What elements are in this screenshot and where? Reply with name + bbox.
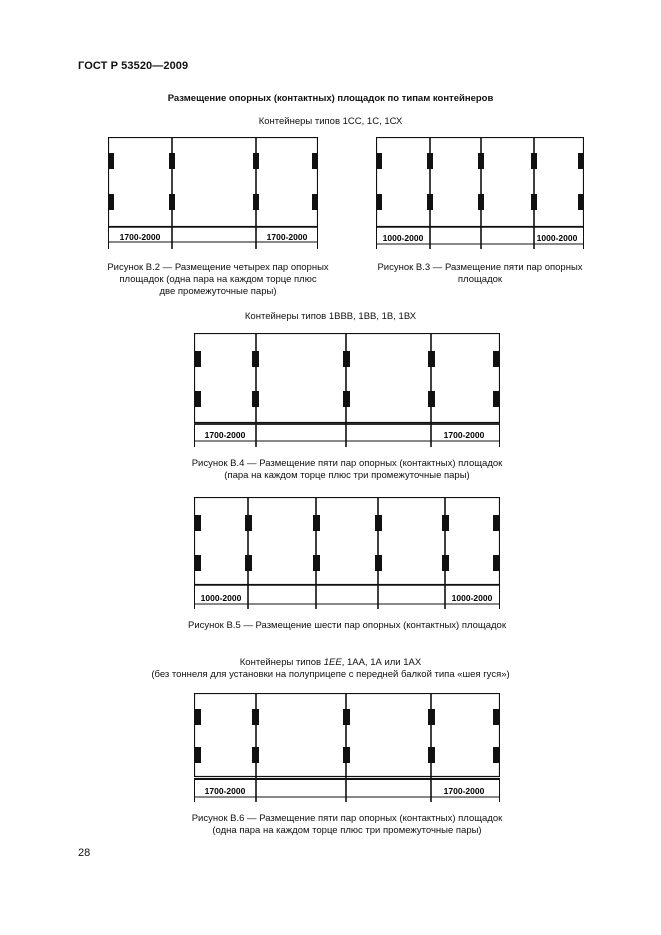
support-pad <box>493 555 500 571</box>
dimension-right: 1700-2000 <box>443 430 485 440</box>
support-pad <box>493 351 500 367</box>
support-pad <box>493 747 500 763</box>
support-pad <box>493 391 500 407</box>
support-pad <box>478 153 484 169</box>
dimension-left: 1000-2000 <box>200 593 242 603</box>
figure-b4-diagram <box>194 333 500 450</box>
figure-b5-caption <box>140 620 554 632</box>
dimension-right: 1700-2000 <box>266 232 308 242</box>
caption-line: Рисунок В.5 — Размещение шести пар опорных (контактных) площадок <box>188 620 506 631</box>
support-pad <box>428 747 435 763</box>
caption-line: (одна пара на каждом торце плюс три промежуточные пары) <box>212 825 482 836</box>
support-pad <box>343 747 350 763</box>
support-pad <box>376 153 382 169</box>
support-pad <box>194 747 201 763</box>
support-pad <box>252 747 259 763</box>
caption-line: (пара на каждом торце плюс три промежуточные пары) <box>224 470 470 481</box>
dimension-left: 1700-2000 <box>119 232 161 242</box>
support-pad <box>194 391 201 407</box>
caption-line: площадок <box>457 274 503 285</box>
caption-line: две промежуточные пары) <box>159 286 277 297</box>
support-pad <box>312 153 318 169</box>
section-suffix: , 1АА, 1А или 1АХ <box>341 657 422 668</box>
support-pad <box>531 194 537 210</box>
support-pad <box>245 515 252 531</box>
support-pad <box>375 555 382 571</box>
support-pad <box>252 351 259 367</box>
support-pad <box>427 153 433 169</box>
caption-line: Рисунок В.6 — Размещение пяти пар опорных (контактных) площадок <box>191 813 503 824</box>
figure-b3-caption <box>362 262 598 286</box>
container-outline <box>109 138 318 227</box>
page-title: Размещение опорных (контактных) площадок по типам контейнеров <box>167 93 494 104</box>
figure-b6-diagram <box>194 693 500 805</box>
caption-line: Рисунок В.2 — Размещение четырех пар опорных <box>107 262 329 273</box>
container-outline <box>195 498 500 585</box>
container-outline <box>195 334 500 423</box>
figure-b2-caption <box>88 262 348 298</box>
support-pad <box>428 351 435 367</box>
support-pad <box>253 153 259 169</box>
support-pad <box>376 194 382 210</box>
support-pad <box>245 555 252 571</box>
support-pad <box>312 194 318 210</box>
support-pad <box>313 555 320 571</box>
section-note: (без тоннеля для установки на полуприцепе с передней балкой типа «шея гуся») <box>151 669 510 680</box>
support-pad <box>578 194 584 210</box>
support-pad <box>194 351 201 367</box>
support-pad <box>375 515 382 531</box>
caption-line: Рисунок В.3 — Размещение пяти пар опорных <box>377 262 583 273</box>
dimension-right: 1000-2000 <box>451 593 493 603</box>
caption-line: площадок (одна пара на каждом торце плюс <box>119 274 317 285</box>
support-pad <box>169 153 175 169</box>
support-pad <box>252 709 259 725</box>
dimension-right: 1000-2000 <box>536 233 578 243</box>
dimension-left: 1000-2000 <box>382 233 424 243</box>
support-pad <box>108 153 114 169</box>
figure-b4-caption <box>150 458 544 482</box>
support-pad <box>194 555 201 571</box>
page-number: 28 <box>78 847 91 859</box>
dimension-left: 1700-2000 <box>204 430 246 440</box>
section-heading-1ee <box>0 657 661 668</box>
support-pad <box>442 555 449 571</box>
support-pad <box>427 194 433 210</box>
support-pad <box>343 709 350 725</box>
section-heading-1cc: Контейнеры типов 1СС, 1С, 1СХ <box>258 116 403 127</box>
figure-b5-diagram <box>194 497 500 612</box>
section-heading-1bbb: Контейнеры типов 1ВВВ, 1ВВ, 1В, 1ВХ <box>244 311 417 322</box>
dimension-right: 1700-2000 <box>443 786 485 796</box>
support-pad <box>194 515 201 531</box>
figure-b2-diagram <box>108 137 318 252</box>
container-outline <box>377 138 584 227</box>
section-prefix: Контейнеры типов <box>239 657 324 668</box>
support-pad <box>493 515 500 531</box>
dimension-left: 1700-2000 <box>204 786 246 796</box>
support-pad <box>428 391 435 407</box>
support-pad <box>343 391 350 407</box>
support-pad <box>531 153 537 169</box>
support-pad <box>194 709 201 725</box>
figure-b6-caption <box>150 813 544 837</box>
container-outline <box>195 694 500 777</box>
support-pad <box>493 709 500 725</box>
support-pad <box>578 153 584 169</box>
support-pad <box>442 515 449 531</box>
support-pad <box>253 194 259 210</box>
support-pad <box>108 194 114 210</box>
support-pad <box>169 194 175 210</box>
figure-b3-diagram <box>376 137 584 252</box>
support-pad <box>478 194 484 210</box>
support-pad <box>428 709 435 725</box>
caption-line: Рисунок В.4 — Размещение пяти пар опорных (контактных) площадок <box>191 458 503 469</box>
support-pad <box>343 351 350 367</box>
support-pad <box>313 515 320 531</box>
standard-header: ГОСТ Р 53520—2009 <box>78 60 189 72</box>
support-pad <box>252 391 259 407</box>
section-italic-type: 1ЕЕ <box>323 657 342 668</box>
